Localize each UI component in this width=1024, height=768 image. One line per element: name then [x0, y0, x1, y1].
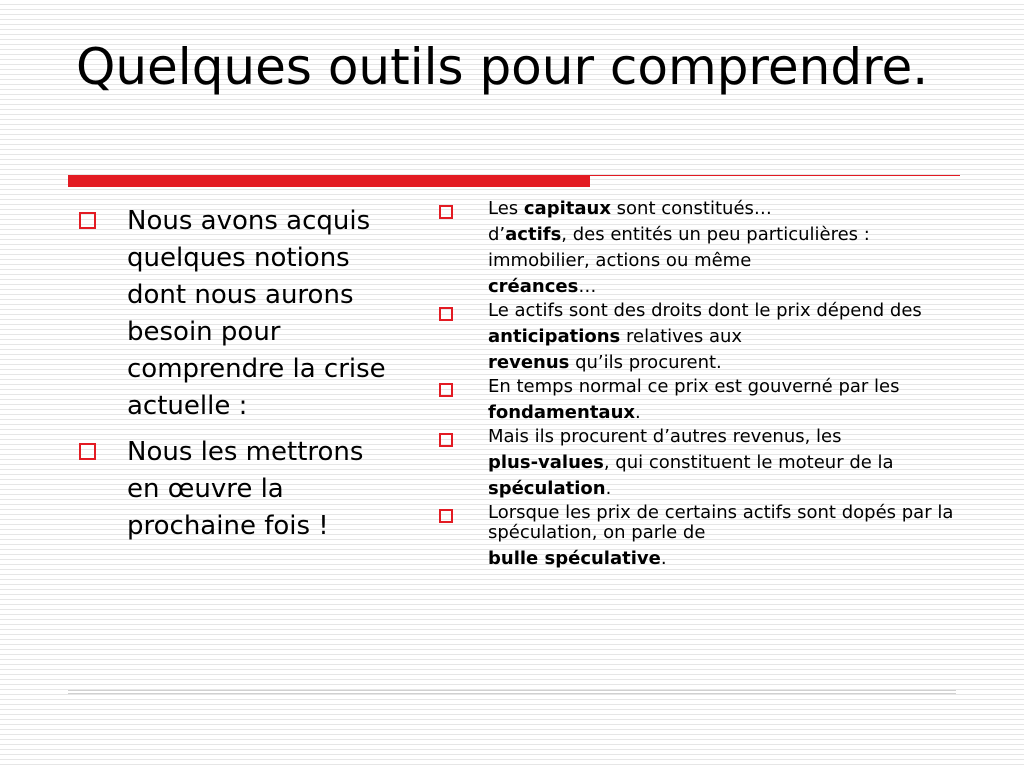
bold-term: anticipations [488, 326, 621, 347]
bold-term: spéculation [488, 478, 606, 499]
hollow-square-bullet-icon [439, 307, 453, 321]
left-bullet-item [76, 434, 396, 545]
bold-term: capitaux [523, 198, 611, 219]
text-run: , des entités un peu particulières : [561, 224, 870, 245]
bullet-line: Le actifs sont des droits dont le prix dépend des [488, 300, 922, 321]
right-bullet-item [437, 427, 957, 499]
bullet-line [488, 549, 957, 569]
bullet-line [488, 353, 957, 373]
title-underline-bar [68, 175, 590, 187]
text-run: d’ [488, 224, 506, 245]
hollow-square-bullet-icon [439, 205, 453, 219]
bottom-divider [68, 690, 956, 694]
bold-term: fondamentaux [488, 402, 635, 423]
bold-term: revenus [488, 352, 570, 373]
bullet-line [488, 277, 957, 297]
bullet-line: Lorsque les prix de certains actifs sont dopés par la spéculation, on parle de [488, 502, 954, 543]
bold-term: créances [488, 276, 579, 297]
right-bullet-item [437, 377, 957, 423]
hollow-square-bullet-icon [439, 383, 453, 397]
text-run: qu’ils procurent. [569, 352, 722, 373]
bullet-line [488, 225, 957, 245]
left-bullet-item [76, 203, 396, 425]
bold-term: actifs [505, 224, 562, 245]
bullet-line [488, 453, 957, 473]
hollow-square-bullet-icon [439, 433, 453, 447]
bold-term: bulle spéculative [488, 548, 661, 569]
text-run: relatives aux [620, 326, 743, 347]
bullet-line [488, 199, 957, 219]
bullet-line [488, 479, 957, 499]
right-bullet-item [437, 301, 957, 373]
right-column [437, 199, 957, 573]
text-run: Les [488, 198, 524, 219]
left-bullet-text: Nous les mettrons en œuvre la prochaine fois ! [127, 437, 364, 541]
right-bullet-item [437, 503, 957, 569]
hollow-square-bullet-icon [79, 212, 96, 229]
text-run: . [605, 478, 612, 499]
text-run: . [660, 548, 667, 569]
text-run: … [578, 276, 597, 297]
bullet-line: Mais ils procurent d’autres revenus, les [488, 426, 842, 447]
hollow-square-bullet-icon [79, 443, 96, 460]
slide-title: Quelques outils pour comprendre. [76, 38, 929, 96]
left-column [76, 203, 396, 554]
bullet-line: En temps normal ce prix est gouverné par les [488, 376, 900, 397]
title-underline-thin [590, 175, 960, 176]
text-run: . [635, 402, 641, 423]
right-bullet-item [437, 199, 957, 297]
hollow-square-bullet-icon [439, 509, 453, 523]
bold-term: plus-values [488, 452, 604, 473]
bullet-line [488, 327, 957, 347]
text-run: , qui constituent le moteur de la [603, 452, 894, 473]
text-run: sont constitués… [610, 198, 772, 219]
bullet-line: immobilier, actions ou même [488, 250, 752, 271]
bullet-line [488, 403, 957, 423]
left-bullet-text: Nous avons acquis quelques notions dont nous aurons besoin pour comprendre la crise actuelle : [127, 206, 386, 421]
